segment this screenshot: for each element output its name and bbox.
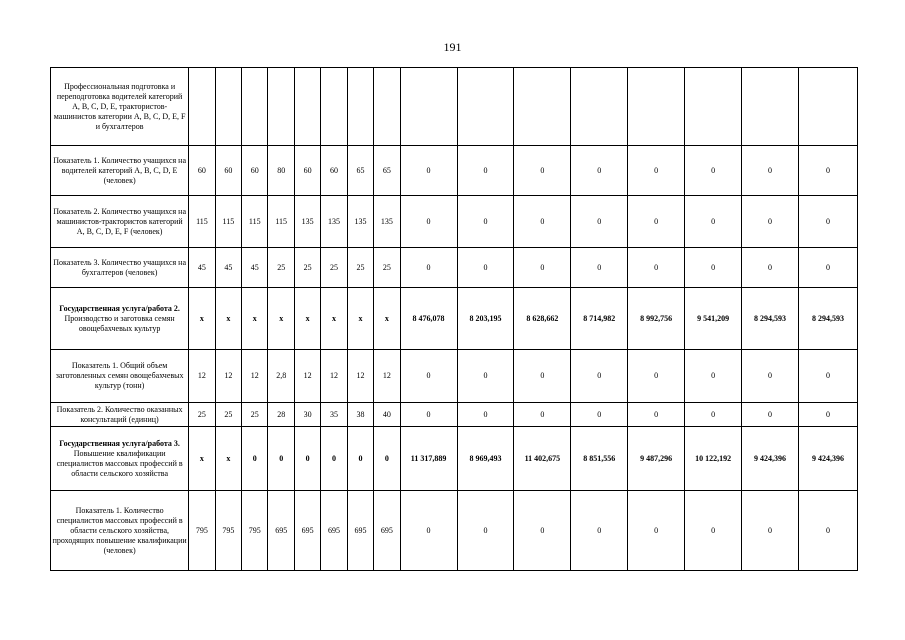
table-cell: 0	[400, 350, 457, 403]
table-cell: 115	[268, 196, 294, 248]
table-cell: 0	[571, 403, 628, 427]
table-cell: 0	[400, 403, 457, 427]
table-cell: 0	[742, 491, 799, 571]
table-cell: 11 317,889	[400, 427, 457, 491]
table-cell: 0	[685, 403, 742, 427]
table-cell: 0	[628, 146, 685, 196]
table-cell: 115	[242, 196, 268, 248]
table-cell: 695	[347, 491, 373, 571]
table-cell: x	[242, 288, 268, 350]
table-cell: 30	[294, 403, 320, 427]
table-cell: 60	[242, 146, 268, 196]
table-cell: 8 851,556	[571, 427, 628, 491]
table-cell	[268, 68, 294, 146]
table-cell: 0	[628, 403, 685, 427]
table-cell: 795	[189, 491, 215, 571]
table-cell: 40	[374, 403, 400, 427]
table-cell: x	[215, 427, 241, 491]
row-label: Показатель 1. Общий объем заготовленных семян овощебахчевых культур (тонн)	[51, 350, 189, 403]
table-cell: 8 294,593	[798, 288, 857, 350]
table-cell: 0	[457, 491, 514, 571]
table-cell: 795	[215, 491, 241, 571]
table-cell: 0	[798, 146, 857, 196]
table-cell: 0	[457, 196, 514, 248]
table-cell: 8 628,662	[514, 288, 571, 350]
table-cell: 0	[742, 196, 799, 248]
table-cell: 25	[215, 403, 241, 427]
table-cell: 0	[798, 403, 857, 427]
page-number: 191	[443, 40, 462, 54]
table-cell: 0	[571, 196, 628, 248]
table-cell: 9 424,396	[798, 427, 857, 491]
table-cell: 12	[374, 350, 400, 403]
indicator-table	[50, 67, 858, 571]
table-cell: x	[321, 288, 347, 350]
table-cell: 0	[400, 146, 457, 196]
table-cell: 10 122,192	[685, 427, 742, 491]
table-row	[51, 350, 858, 403]
table-cell: 0	[457, 146, 514, 196]
service-title: Государственная услуга/работа 2.	[59, 303, 180, 313]
table-cell	[798, 68, 857, 146]
table-cell: 135	[321, 196, 347, 248]
table-cell: x	[294, 288, 320, 350]
table-cell: 25	[242, 403, 268, 427]
table-cell: x	[374, 288, 400, 350]
table-cell: 0	[798, 491, 857, 571]
table-cell: 11 402,675	[514, 427, 571, 491]
table-cell: 0	[628, 248, 685, 288]
table-cell: 25	[321, 248, 347, 288]
table-cell	[400, 68, 457, 146]
table-cell: 0	[321, 427, 347, 491]
table-cell	[189, 68, 215, 146]
table-cell	[321, 68, 347, 146]
table-cell: 0	[742, 350, 799, 403]
table-row	[51, 146, 858, 196]
table-cell: 0	[457, 403, 514, 427]
table-cell: 8 969,493	[457, 427, 514, 491]
table-cell	[294, 68, 320, 146]
row-label	[51, 427, 189, 491]
table-cell	[514, 68, 571, 146]
table-cell	[628, 68, 685, 146]
row-label: Показатель 1. Количество учащихся на водителей категорий A, B, C, D, E (человек)	[51, 146, 189, 196]
table-cell: 0	[514, 350, 571, 403]
table-cell: 0	[514, 248, 571, 288]
table-cell: x	[268, 288, 294, 350]
table-cell: 0	[347, 427, 373, 491]
table-cell: 65	[347, 146, 373, 196]
table-cell: 0	[685, 196, 742, 248]
table-cell	[242, 68, 268, 146]
table-cell: 60	[294, 146, 320, 196]
table-cell: 0	[742, 403, 799, 427]
table-cell: 0	[268, 427, 294, 491]
table-cell: 8 294,593	[742, 288, 799, 350]
table-cell: 695	[294, 491, 320, 571]
table-cell: 8 203,195	[457, 288, 514, 350]
table-cell: x	[347, 288, 373, 350]
table-cell: 9 541,209	[685, 288, 742, 350]
table-cell: 0	[514, 403, 571, 427]
table-cell: 0	[685, 350, 742, 403]
table-cell: 80	[268, 146, 294, 196]
table-cell	[685, 68, 742, 146]
row-label: Показатель 3. Количество учащихся на бухгалтеров (человек)	[51, 248, 189, 288]
table-cell: 0	[400, 196, 457, 248]
table-cell: 0	[242, 427, 268, 491]
table-cell: 0	[514, 196, 571, 248]
table-row	[51, 68, 858, 146]
table-cell: 135	[347, 196, 373, 248]
service-title: Государственная услуга/работа 3.	[59, 438, 180, 448]
table-row	[51, 288, 858, 350]
table-cell: 65	[374, 146, 400, 196]
table-cell: 0	[571, 491, 628, 571]
table-cell: 12	[242, 350, 268, 403]
table-cell: 60	[215, 146, 241, 196]
table-cell: 25	[189, 403, 215, 427]
table-cell: 115	[189, 196, 215, 248]
table-cell: 12	[321, 350, 347, 403]
table-cell	[571, 68, 628, 146]
table-cell: 8 992,756	[628, 288, 685, 350]
table-cell: 0	[628, 196, 685, 248]
table-cell: 9 487,296	[628, 427, 685, 491]
service-description: Повышение квалификации специалистов массовых профессий в области сельского хозяйства	[56, 448, 183, 478]
table-cell: x	[189, 288, 215, 350]
table-cell: 695	[321, 491, 347, 571]
table-cell: 28	[268, 403, 294, 427]
table-cell: 0	[400, 248, 457, 288]
table-cell: 0	[457, 350, 514, 403]
row-label: Показатель 1. Количество специалистов массовых профессий в области сельского хозяйства, проходящих повышение квалификации (человек)	[51, 491, 189, 571]
table-cell: 0	[514, 491, 571, 571]
row-label	[51, 288, 189, 350]
table-row	[51, 196, 858, 248]
table-cell	[347, 68, 373, 146]
table-cell: 0	[457, 248, 514, 288]
table-cell: 0	[685, 491, 742, 571]
table-cell	[457, 68, 514, 146]
row-label: Профессиональная подготовка и переподготовка водителей категорий A, B, C, D, E, трактористов-машинистов категории A, B, C, D, E, F и бухгалтеров	[51, 68, 189, 146]
table-cell: 0	[571, 146, 628, 196]
row-label: Показатель 2. Количество оказанных консультаций (единиц)	[51, 403, 189, 427]
table-cell: 38	[347, 403, 373, 427]
table-row	[51, 491, 858, 571]
table-cell: 8 476,078	[400, 288, 457, 350]
table-cell: 45	[189, 248, 215, 288]
table-cell: 8 714,982	[571, 288, 628, 350]
table-cell: 12	[215, 350, 241, 403]
table-cell: 115	[215, 196, 241, 248]
service-description: Производство и заготовка семян овощебахчевых культур	[64, 313, 175, 333]
table-cell: 0	[798, 248, 857, 288]
table-cell: 135	[294, 196, 320, 248]
table-cell: 9 424,396	[742, 427, 799, 491]
table-cell: 0	[400, 491, 457, 571]
table-cell: 0	[294, 427, 320, 491]
table-cell: 695	[374, 491, 400, 571]
table-cell: 795	[242, 491, 268, 571]
table-cell	[215, 68, 241, 146]
table-cell: 0	[571, 248, 628, 288]
table-cell: 135	[374, 196, 400, 248]
table-cell: 12	[189, 350, 215, 403]
row-label: Показатель 2. Количество учащихся на машинистов-трактористов категорий A, B, C, D, E, F (человек)	[51, 196, 189, 248]
table-cell: 60	[189, 146, 215, 196]
table-cell: 25	[374, 248, 400, 288]
table-cell: 12	[294, 350, 320, 403]
table-row	[51, 403, 858, 427]
table-cell: 35	[321, 403, 347, 427]
table-cell: 0	[628, 350, 685, 403]
table-cell: 0	[685, 146, 742, 196]
table-cell: 25	[294, 248, 320, 288]
table-cell: 0	[798, 350, 857, 403]
table-cell: 60	[321, 146, 347, 196]
table-cell: 2,8	[268, 350, 294, 403]
table-cell: 0	[742, 146, 799, 196]
table-cell: 25	[268, 248, 294, 288]
table-cell: 0	[798, 196, 857, 248]
table-cell: 0	[374, 427, 400, 491]
table-row	[51, 427, 858, 491]
table-cell: 0	[514, 146, 571, 196]
table-cell: 695	[268, 491, 294, 571]
table-cell: 12	[347, 350, 373, 403]
table-cell: 25	[347, 248, 373, 288]
table-cell: 0	[742, 248, 799, 288]
table-cell: 0	[571, 350, 628, 403]
table-row	[51, 248, 858, 288]
table-cell	[374, 68, 400, 146]
table-cell: x	[189, 427, 215, 491]
table-cell: 45	[242, 248, 268, 288]
table-cell: 0	[685, 248, 742, 288]
table-cell: 0	[628, 491, 685, 571]
table-cell	[742, 68, 799, 146]
table-cell: 45	[215, 248, 241, 288]
table-cell: x	[215, 288, 241, 350]
